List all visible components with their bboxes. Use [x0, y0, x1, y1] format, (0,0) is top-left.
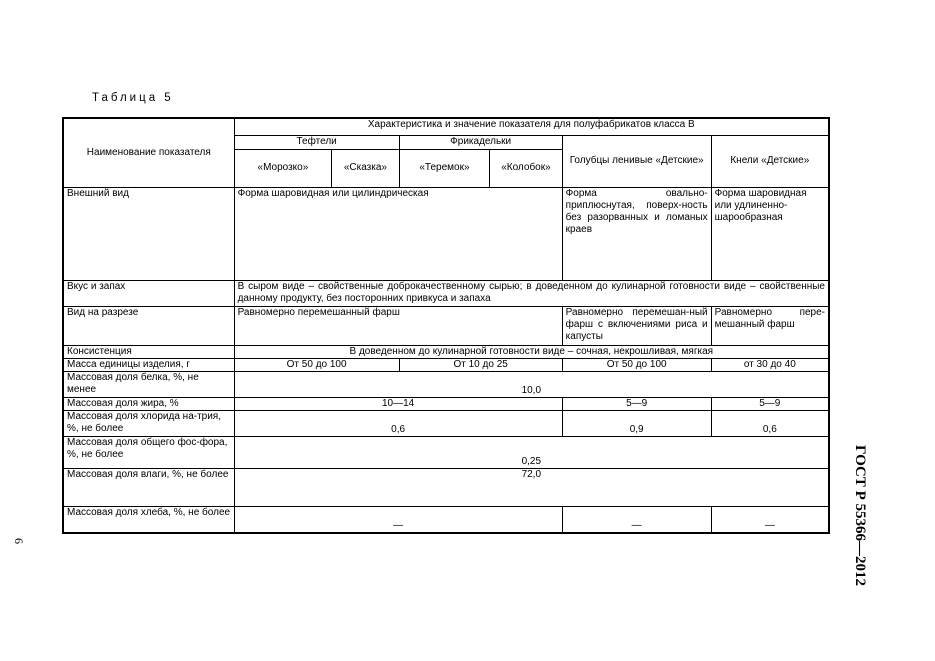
row-protein-name: Массовая доля белка, %, не менее — [63, 371, 234, 397]
header-kolobok: «Колобок» — [490, 149, 562, 187]
header-moroz: «Морозко» — [234, 149, 332, 187]
row-chloride-v3: 0,6 — [711, 410, 829, 436]
row-moisture-value: 72,0 — [234, 468, 829, 506]
row-phosphorus-name: Массовая доля общего фос-фора, %, не более — [63, 436, 234, 468]
header-frikadelki: Фрикадельки — [399, 135, 562, 149]
row-appearance-col3: Форма шаровидная или удлиненно-шарообразная — [711, 187, 829, 280]
row-consistency-value: В доведенном до кулинарной готовности виде – сочная, некрошливая, мягкая — [234, 345, 829, 358]
row-chloride-name: Массовая доля хлорида на-трия, %, не более — [63, 410, 234, 436]
header-teftely: Тефтели — [234, 135, 399, 149]
row-phosphorus-value: 0,25 — [234, 436, 829, 468]
gost-side-label: ГОСТ Р 55366—2012 — [852, 445, 868, 587]
row-mass-v1: От 50 до 100 — [234, 358, 399, 371]
row-section-col1: Равномерно перемешанный фарш — [234, 306, 562, 345]
row-bread-v2: — — [562, 506, 711, 533]
page-number: 6 — [12, 538, 26, 544]
row-taste-name: Вкус и запах — [63, 280, 234, 306]
row-appearance-name: Внешний вид — [63, 187, 234, 280]
row-protein-value: 10,0 — [234, 371, 829, 397]
header-characteristic: Характеристика и значение показателя для полуфабрикатов класса В — [234, 118, 829, 135]
row-bread-v3: — — [711, 506, 829, 533]
header-kneli: Кнели «Детские» — [711, 135, 829, 187]
table-caption: Таблица 5 — [92, 92, 174, 104]
row-fat-v2: 5—9 — [562, 397, 711, 410]
row-appearance-col2: Форма овально-приплюснутая, поверх-ность без разорванных и ломаных краев — [562, 187, 711, 280]
row-chloride-v1: 0,6 — [234, 410, 562, 436]
row-fat-v3: 5—9 — [711, 397, 829, 410]
row-mass-v4: от 30 до 40 — [711, 358, 829, 371]
header-golubtsy: Голубцы ленивые «Детские» — [562, 135, 711, 187]
row-section-name: Вид на разрезе — [63, 306, 234, 345]
header-teremok: «Теремок» — [399, 149, 490, 187]
row-section-col2: Равномерно перемешан-ный фарш с включениями риса и капусты — [562, 306, 711, 345]
row-mass-v2: От 10 до 25 — [399, 358, 562, 371]
row-appearance-col1: Форма шаровидная или цилиндрическая — [234, 187, 562, 280]
indicators-table — [62, 117, 830, 534]
header-name-col: Наименование показателя — [63, 118, 234, 187]
row-mass-name: Масса единицы изделия, г — [63, 358, 234, 371]
row-fat-name: Массовая доля жира, % — [63, 397, 234, 410]
row-fat-v1: 10—14 — [234, 397, 562, 410]
row-bread-name: Массовая доля хлеба, %, не более — [63, 506, 234, 533]
row-consistency-name: Консистенция — [63, 345, 234, 358]
row-section-col3: Равномерно пере-мешанный фарш — [711, 306, 829, 345]
row-moisture-name: Массовая доля влаги, %, не более — [63, 468, 234, 506]
header-skazka: «Сказка» — [332, 149, 399, 187]
row-chloride-v2: 0,9 — [562, 410, 711, 436]
row-taste-value: В сыром виде – свойственные доброкачественному сырью; в доведенном до кулинарной готовности виде – свойственные данному продукту, без посторонних привкуса и запаха — [234, 280, 829, 306]
row-mass-v3: От 50 до 100 — [562, 358, 711, 371]
row-bread-v1: — — [234, 506, 562, 533]
